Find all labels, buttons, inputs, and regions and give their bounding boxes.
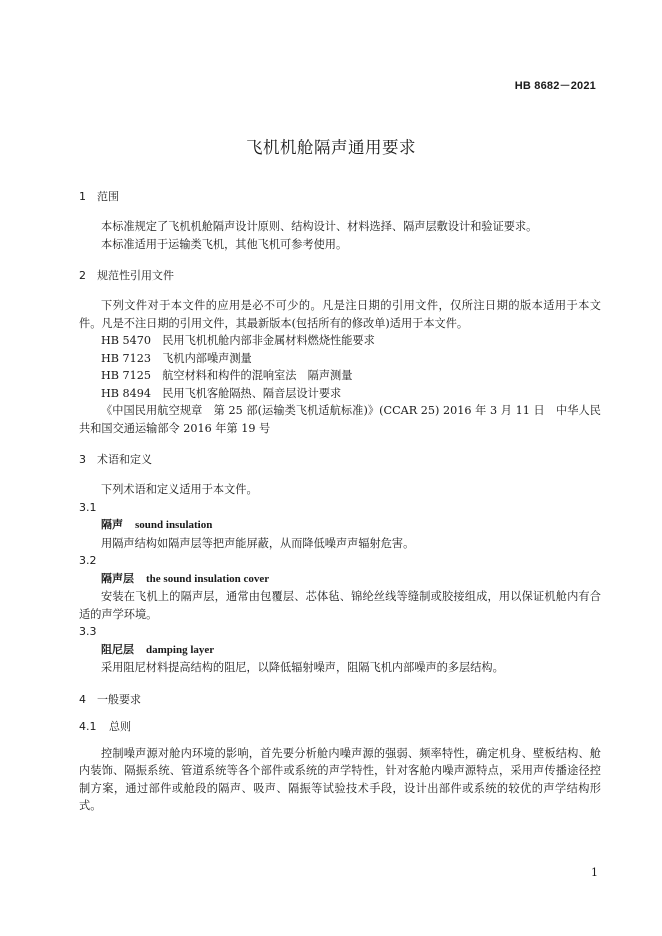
references-intro: 下列文件对于本文件的应用是必不可少的。凡是注日期的引用文件，仅所注日期的版本适用于本文件。凡是不注日期的引用文件，其最新版本(包括所有的修改单)适用于本文件。 — [79, 299, 601, 330]
subsection-number: 4.1 — [79, 719, 97, 733]
section-1-heading — [79, 188, 601, 205]
section-2-heading — [79, 267, 601, 284]
term-en: the sound insulation cover — [146, 572, 270, 585]
general-paragraph: 控制噪声源对舱内环境的影响，首先要分析舱内噪声源的强弱、频率特性，确定机身、壁板结构、舱内装饰、隔振系统、管道系统等各个部件或系统的声学特性，针对客舱内噪声源特点，采用声传播途径控制方案，通过部件或舱段的隔声、吸声、隔振等试验技术手段，设计出部件或系统的较优的声学结构形式。 — [79, 746, 601, 812]
reference-ccar: 《中国民用航空规章 第 25 部(运输类飞机适航标准)》(CCAR 25) 2016 年 3 月 11 日 中华人民共和国交通运输部令 2016 年第 19 号 — [79, 404, 601, 435]
reference-item: HB 7125 航空材料和构件的混响室法 隔声测量 — [101, 369, 353, 382]
section-number: 4 — [79, 692, 86, 706]
term-number: 3.1 — [79, 500, 97, 514]
scope-paragraph: 本标准适用于运输类飞机，其他飞机可参考使用。 — [101, 237, 348, 251]
section-3-heading — [79, 451, 601, 468]
term-en: damping layer — [146, 643, 215, 656]
page-number: 1 — [591, 866, 598, 879]
term-heading — [79, 516, 601, 535]
term-cn: 阻尼层 — [101, 642, 134, 656]
section-title: 一般要求 — [97, 692, 141, 706]
scope-paragraph: 本标准规定了飞机机舱隔声设计原则、结构设计、材料选择、隔声层敷设计和验证要求。 — [101, 220, 538, 233]
term-en: sound insulation — [135, 519, 213, 531]
document-title: 飞机机舱隔声通用要求 — [246, 138, 416, 157]
standard-number: HB 8682－2021 — [514, 80, 596, 92]
section-number: 3 — [79, 453, 86, 466]
section-title: 范围 — [97, 190, 119, 203]
reference-item: HB 5470 民用飞机机舱内部非金属材料燃烧性能要求 — [101, 334, 375, 347]
section-title: 术语和定义 — [97, 453, 152, 466]
subsection-4-1-heading — [79, 718, 601, 735]
section-number: 2 — [79, 269, 86, 282]
term-heading — [79, 641, 601, 660]
term-number: 3.2 — [79, 554, 97, 567]
term-definition: 安装在飞机上的隔声层，通常由包覆层、芯体毡、锦纶丝线等缝制或胶接组成，用以保证机舱内有合适的声学环境。 — [79, 590, 601, 621]
section-number: 1 — [79, 190, 86, 203]
subsection-title: 总则 — [109, 719, 131, 733]
document-body — [79, 188, 601, 815]
term-cn: 隔声层 — [101, 571, 134, 585]
reference-item: HB 8494 民用飞机客舱隔热、隔音层设计要求 — [101, 386, 342, 400]
section-4-heading — [79, 691, 601, 708]
term-definition: 用隔声结构如隔声层等把声能屏蔽，从而降低噪声声辐射危害。 — [101, 536, 415, 550]
term-cn: 隔声 — [101, 518, 123, 531]
reference-item: HB 7123 飞机内部噪声测量 — [101, 351, 252, 365]
terms-intro: 下列术语和定义适用于本文件。 — [101, 483, 258, 496]
term-definition: 采用阻尼材料提高结构的阻尼，以降低辐射噪声，阻隔飞机内部噪声的多层结构。 — [101, 661, 504, 674]
term-number: 3.3 — [79, 625, 97, 638]
term-heading — [79, 570, 601, 589]
section-title: 规范性引用文件 — [97, 269, 174, 282]
